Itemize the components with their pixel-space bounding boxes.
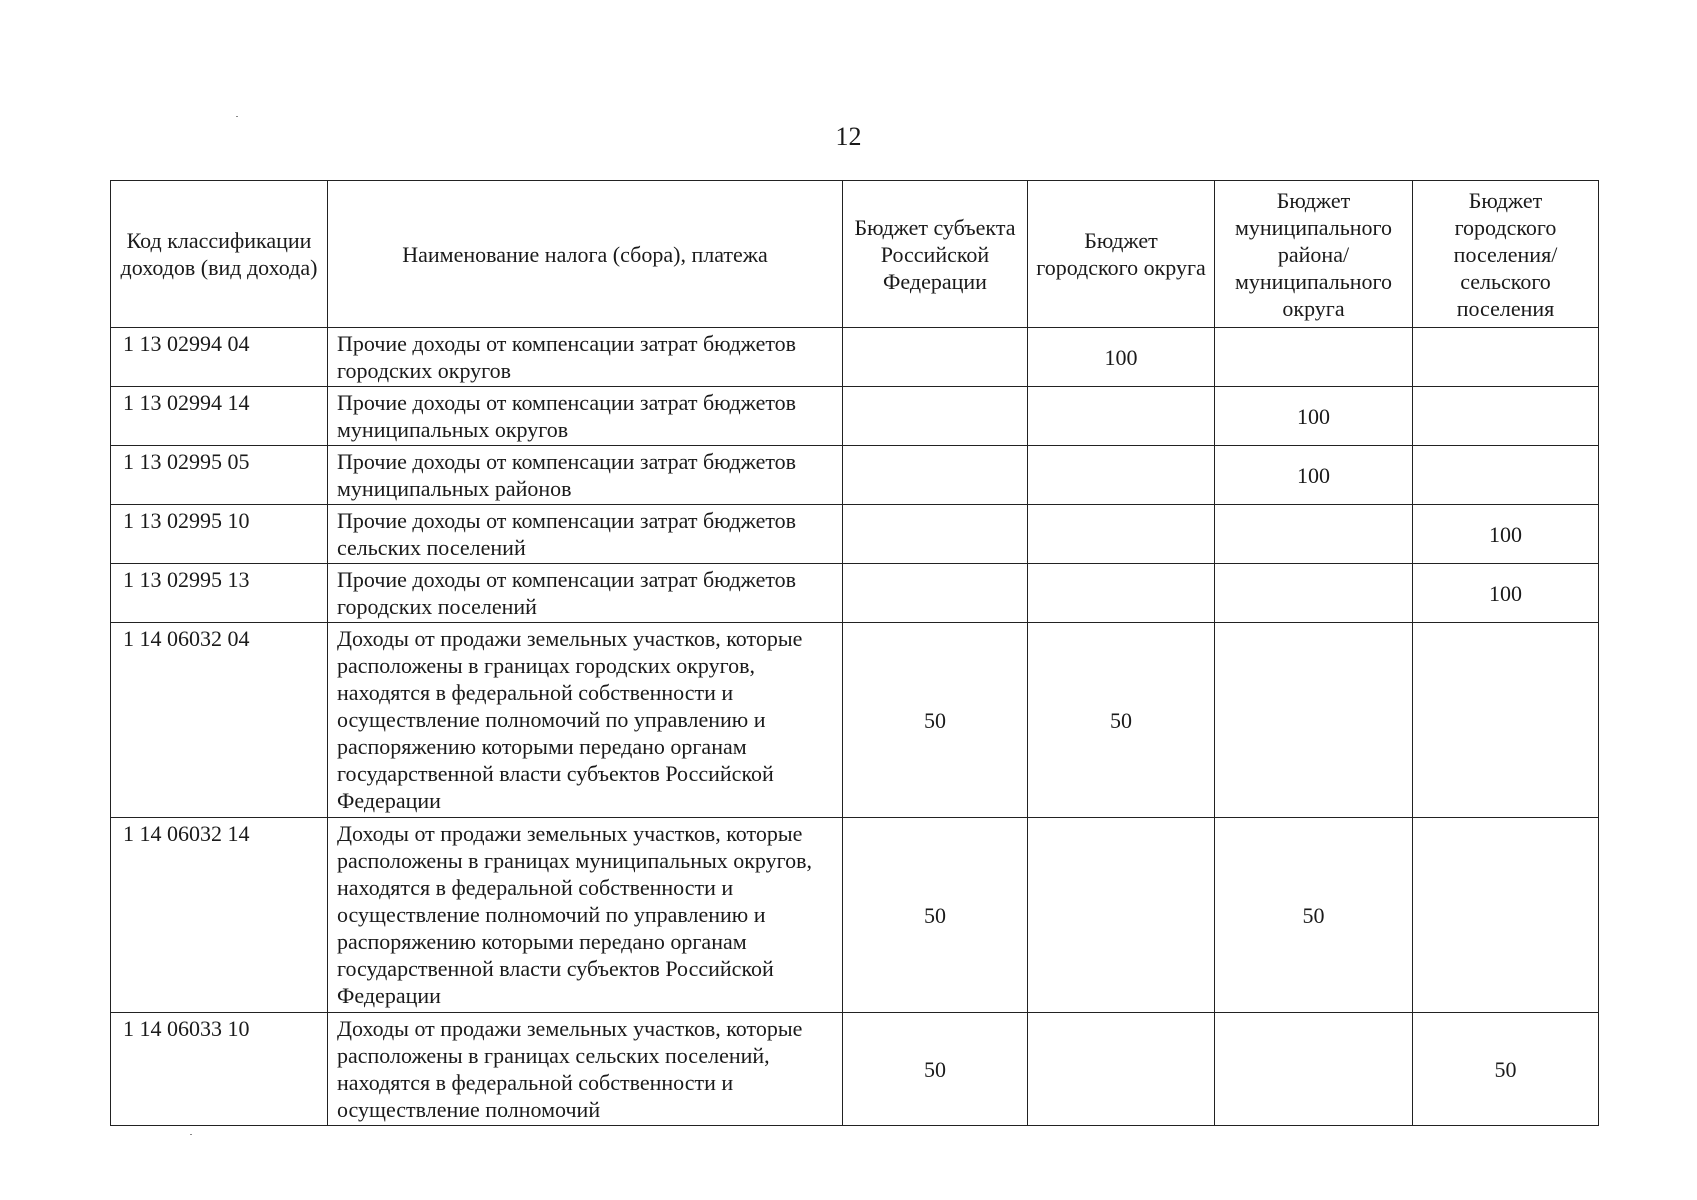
page-number: 12 <box>835 122 862 151</box>
subject-budget-value <box>843 564 1028 623</box>
subject-budget-value: 50 <box>843 818 1028 1013</box>
settlement-budget-value <box>1413 446 1599 505</box>
tax-name: Доходы от продажи земельных участков, которые расположены в границах муниципальных округов, находятся в федеральной собственности и осуществление полномочий по управлению и распоряжению которыми передано органам государственной власти субъектов Российской Федерации <box>328 818 843 1013</box>
header-income-code: Код классификации доходов (вид дохода) <box>111 181 328 328</box>
income-code: 1 13 02994 04 <box>111 328 328 387</box>
income-code: 1 14 06032 04 <box>111 623 328 818</box>
tax-name: Доходы от продажи земельных участков, которые расположены в границах сельских поселений, находятся в федеральной собственности и осуществление полномочий <box>328 1013 843 1126</box>
settlement-budget-value <box>1413 818 1599 1013</box>
income-code: 1 14 06032 14 <box>111 818 328 1013</box>
municipal-district-budget-value: 100 <box>1215 446 1413 505</box>
municipal-district-budget-value <box>1215 564 1413 623</box>
tax-name: Доходы от продажи земельных участков, которые расположены в границах городских округов, находятся в федеральной собственности и осуществление полномочий по управлению и распоряжению которыми передано органам государственной власти субъектов Российской Федерации <box>328 623 843 818</box>
income-code: 1 13 02994 14 <box>111 387 328 446</box>
table-row <box>111 387 1599 446</box>
subject-budget-value <box>843 387 1028 446</box>
city-district-budget-value <box>1028 446 1215 505</box>
income-code: 1 13 02995 10 <box>111 505 328 564</box>
table-row <box>111 564 1599 623</box>
settlement-budget-value: 100 <box>1413 505 1599 564</box>
settlement-budget-value: 100 <box>1413 564 1599 623</box>
subject-budget-value: 50 <box>843 623 1028 818</box>
table-row <box>111 1013 1599 1126</box>
tax-name: Прочие доходы от компенсации затрат бюджетов муниципальных районов <box>328 446 843 505</box>
city-district-budget-value <box>1028 818 1215 1013</box>
income-code: 1 14 06033 10 <box>111 1013 328 1126</box>
municipal-district-budget-value <box>1215 505 1413 564</box>
subject-budget-value <box>843 446 1028 505</box>
subject-budget-value <box>843 505 1028 564</box>
tax-name: Прочие доходы от компенсации затрат бюджетов городских поселений <box>328 564 843 623</box>
table-header-row <box>111 181 1599 328</box>
header-settlement-budget: Бюджет городского поселения/ сельского поселения <box>1413 181 1599 328</box>
scan-speck <box>190 1134 192 1135</box>
city-district-budget-value <box>1028 1013 1215 1126</box>
scan-speck <box>236 116 238 117</box>
subject-budget-value <box>843 328 1028 387</box>
city-district-budget-value: 100 <box>1028 328 1215 387</box>
table-row <box>111 505 1599 564</box>
city-district-budget-value <box>1028 387 1215 446</box>
table-row <box>111 623 1599 818</box>
header-city-district-budget: Бюджет городского округа <box>1028 181 1215 328</box>
income-code: 1 13 02995 13 <box>111 564 328 623</box>
settlement-budget-value <box>1413 387 1599 446</box>
header-tax-name: Наименование налога (сбора), платежа <box>328 181 843 328</box>
table-row <box>111 328 1599 387</box>
tax-name: Прочие доходы от компенсации затрат бюджетов сельских поселений <box>328 505 843 564</box>
revenue-distribution-table <box>110 180 1599 1126</box>
settlement-budget-value <box>1413 328 1599 387</box>
municipal-district-budget-value: 100 <box>1215 387 1413 446</box>
income-code: 1 13 02995 05 <box>111 446 328 505</box>
table-row <box>111 818 1599 1013</box>
municipal-district-budget-value <box>1215 1013 1413 1126</box>
municipal-district-budget-value <box>1215 328 1413 387</box>
tax-name: Прочие доходы от компенсации затрат бюджетов муниципальных округов <box>328 387 843 446</box>
subject-budget-value: 50 <box>843 1013 1028 1126</box>
tax-name: Прочие доходы от компенсации затрат бюджетов городских округов <box>328 328 843 387</box>
city-district-budget-value: 50 <box>1028 623 1215 818</box>
city-district-budget-value <box>1028 505 1215 564</box>
header-municipal-district-budget: Бюджет муниципального района/ муниципального округа <box>1215 181 1413 328</box>
table-row <box>111 446 1599 505</box>
municipal-district-budget-value <box>1215 623 1413 818</box>
settlement-budget-value <box>1413 623 1599 818</box>
city-district-budget-value <box>1028 564 1215 623</box>
settlement-budget-value: 50 <box>1413 1013 1599 1126</box>
municipal-district-budget-value: 50 <box>1215 818 1413 1013</box>
header-subject-budget: Бюджет субъекта Российской Федерации <box>843 181 1028 328</box>
